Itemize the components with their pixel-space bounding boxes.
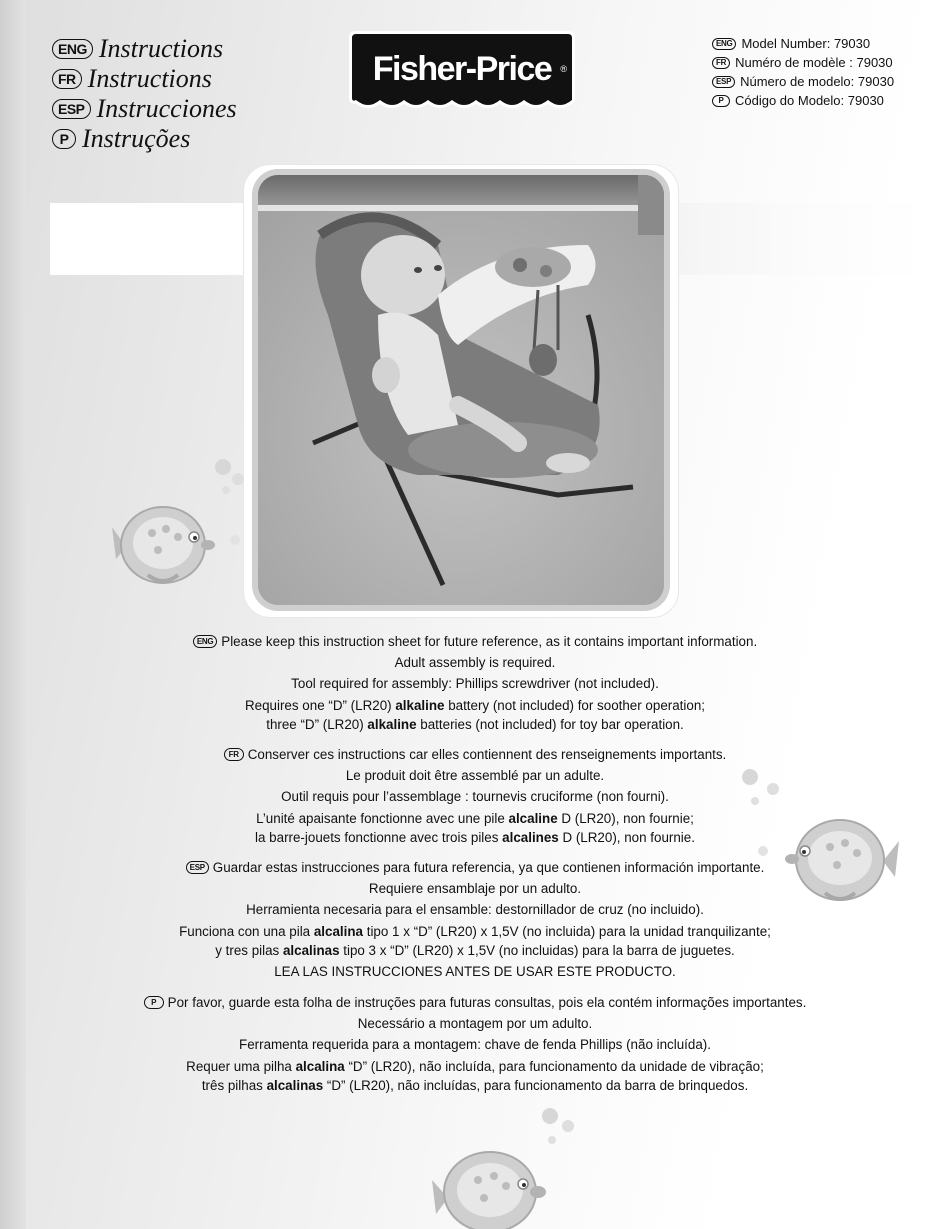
fr-keep-sheet-text: Conserver ces instructions car elles contiennent des renseignements importants. [247,747,727,762]
pt-keep-sheet-text: Por favor, guarde esta folha de instruções para futuras consultas, pois ela contém informações importantes. [167,995,807,1010]
pt-l4-a: Requer uma pilha [186,1058,296,1074]
esp-l4-c: tipo 1 x “D” (LR20) x 1,5V (no incluida) para la unidad tranquilizante; [363,923,771,939]
logo-text: Fisher-Price [372,50,552,88]
lang-badge-esp: ESP [52,99,91,119]
eng-line-1 [50,632,900,651]
eng-line-3: Tool required for assembly: Phillips screwdriver (not included). [291,676,659,692]
eng-line-2: Adult assembly is required. [394,655,556,671]
esp-line-2: Requiere ensamblaje por un adulto. [368,881,582,897]
title-pt [52,124,237,154]
lang-badge-eng: ENG [193,635,217,648]
fr-l5-c: D (LR20), non fournie. [558,829,695,845]
eng-l5-a: three “D” (LR20) [266,716,368,732]
pt-l4-c: “D” (LR20), não incluída, para funcionamento da unidade de vibração; [344,1058,764,1074]
title-text-pt: Instruções [82,124,191,153]
fish-decoration-left [108,455,258,595]
pt-l4-bold: alcalina [295,1058,345,1074]
eng-line-5 [50,715,900,734]
esp-l5-bold: alcalinas [282,942,340,958]
lang-badge-pt: P [52,129,76,149]
esp-l4-a: Funciona con una pila [179,923,314,939]
pt-line-5 [50,1076,900,1095]
esp-line-3: Herramienta necesaria para el ensamble: destornillador de cruz (no incluido). [246,902,704,918]
esp-l4-bold: alcalina [313,923,363,939]
fr-line-3: Outil requis pour l’assemblage : tournevis cruciforme (non fourni). [281,789,669,805]
lang-badge-pt: P [712,95,730,107]
pt-line-2: Necessário a montagem por um adulto. [357,1016,593,1032]
eng-l4-c: battery (not included) for soother operation; [444,697,705,713]
model-label-esp: Número de modelo: [740,74,855,89]
instructions-spanish [50,858,900,981]
fr-l4-a: L’unité apaisante fonctionne avec une pile [256,810,509,826]
esp-line-4 [50,922,900,941]
model-value-eng: 79030 [833,36,871,51]
model-row-eng [712,34,894,53]
bouncer-seat-illustration [258,175,664,605]
esp-keep-sheet-text: Guardar estas instrucciones para futura referencia, ya que contienen información importante. [212,860,765,875]
instructions-english [50,632,900,734]
esp-line-5 [50,941,900,960]
fr-line-5 [50,828,900,847]
eng-line-4 [50,696,900,715]
model-row-pt [712,91,894,110]
title-text-fr: Instructions [87,64,212,93]
title-eng [52,34,237,64]
fr-l4-bold: alcaline [508,810,558,826]
lang-badge-fr: FR [224,748,244,761]
title-esp [52,94,237,124]
model-row-esp [712,72,894,91]
lang-badge-esp: ESP [186,861,209,874]
model-value-fr: 79030 [856,55,893,70]
model-label-eng: Model Number: [741,36,831,51]
logo-registered-mark: ® [560,64,567,74]
esp-line-1 [50,858,900,877]
esp-line-6: LEA LAS INSTRUCCIONES ANTES DE USAR ESTE PRODUCTO. [274,963,676,979]
pt-line-3: Ferramenta requerida para a montagem: chave de fenda Phillips (não incluída). [239,1037,711,1053]
pt-l5-bold: alcalinas [266,1077,324,1093]
model-label-pt: Código do Modelo: [735,93,845,108]
instructions-french [50,745,900,847]
fish-decoration-bottom [428,1102,598,1229]
pt-line-1 [50,993,900,1012]
model-row-fr [712,53,894,72]
fr-line-1 [50,745,900,764]
lang-badge-eng: ENG [52,39,93,59]
fr-line-2: Le produit doit être assemblé par un adulte. [345,768,605,784]
eng-l4-a: Requires one “D” (LR20) [244,697,396,713]
lang-badge-fr: FR [712,57,730,69]
eng-keep-sheet-text: Please keep this instruction sheet for future reference, as it contains important information. [221,634,758,649]
fr-l5-bold: alcalines [502,829,559,845]
esp-l5-c: tipo 3 x “D” (LR20) x 1,5V (no incluidas) para la barra de juguetes. [339,942,735,958]
left-edge-strip [0,0,26,1229]
decor-band-left [50,203,250,275]
pt-line-4 [50,1057,900,1076]
eng-l4-bold: alkaline [395,697,445,713]
model-number-list [712,34,894,110]
esp-l5-a: y tres pilas [215,942,283,958]
lang-badge-esp: ESP [712,76,735,88]
model-value-pt: 79030 [847,93,884,108]
fisher-price-logo [342,30,582,116]
title-text-esp: Instrucciones [96,94,237,123]
title-text-eng: Instructions [98,34,224,63]
fr-l5-a: la barre-jouets fonctionne avec trois piles [255,829,503,845]
eng-l5-c: batteries (not included) for toy bar operation. [416,716,684,732]
pt-l5-a: três pilhas [201,1077,267,1093]
title-list [52,34,237,154]
lang-badge-eng: ENG [712,38,736,50]
product-photo [258,175,664,605]
fr-l4-c: D (LR20), non fournie; [557,810,694,826]
instructions-portuguese [50,993,900,1095]
lang-badge-fr: FR [52,69,82,89]
eng-l5-bold: alkaline [367,716,417,732]
lang-badge-pt: P [144,996,164,1009]
fr-line-4 [50,809,900,828]
model-label-fr: Numéro de modèle : [735,55,853,70]
decor-band-right [675,203,925,275]
title-fr [52,64,237,94]
pt-l5-c: “D” (LR20), não incluídas, para funcionamento da barra de brinquedos. [323,1077,749,1093]
model-value-esp: 79030 [857,74,895,89]
logo-graphic [342,30,582,116]
